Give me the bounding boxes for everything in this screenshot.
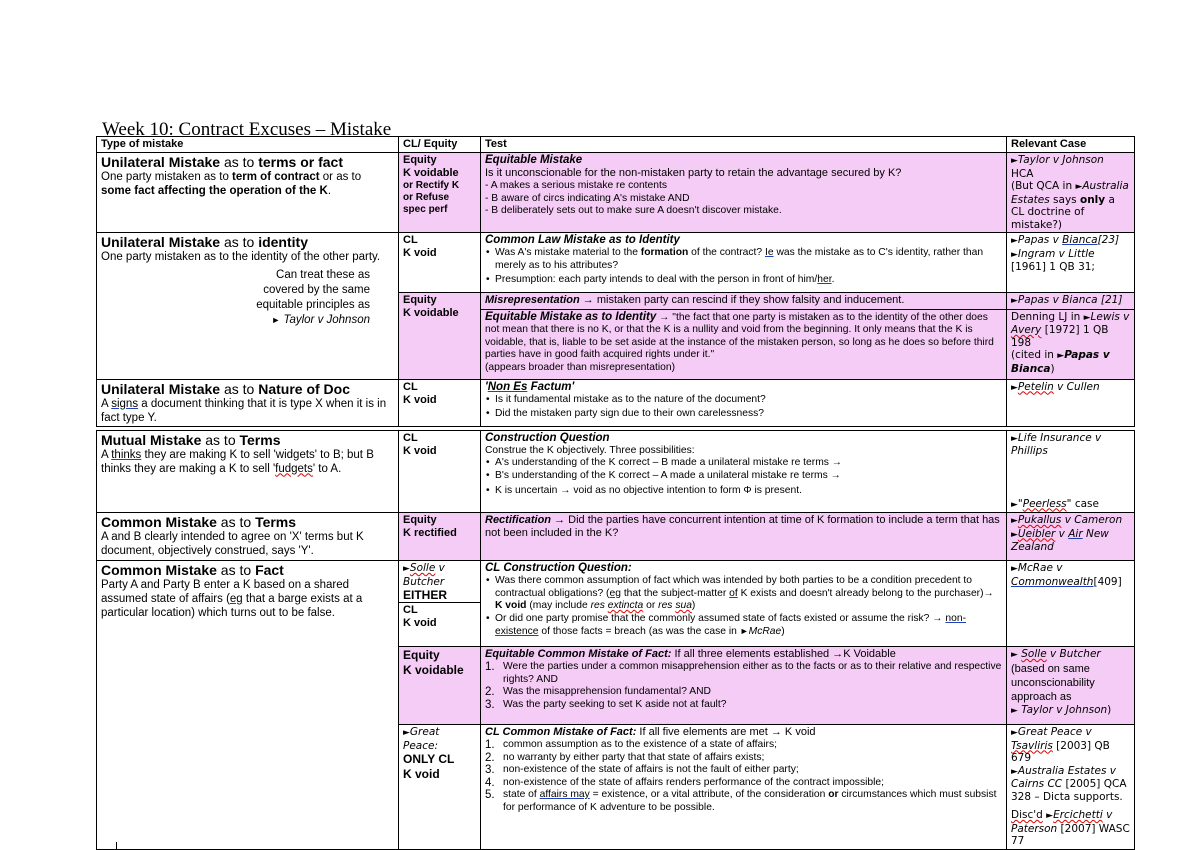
mistake-table-page [96, 136, 1130, 850]
triangle-icon: ► [403, 728, 410, 738]
case-cell [1007, 293, 1135, 310]
case-entry: ►Life Insurance v Phillips [1011, 431, 1102, 457]
triangle-icon: ► [1011, 499, 1018, 510]
case-cell [1007, 153, 1135, 233]
triangle-icon: ► [1057, 351, 1065, 361]
triangle-icon: ► [1011, 650, 1018, 660]
type-cell [97, 561, 399, 850]
case-cell [1007, 561, 1135, 647]
case-entry: ►Papas v Bianca [21] [1011, 294, 1123, 306]
list-item: 4. non-existence of the state of affairs renders performance of the contract impossible; [485, 776, 884, 789]
cl-case-note: ►Great Peace: [403, 726, 440, 752]
test-cell [481, 309, 1007, 379]
test-list [485, 457, 1002, 498]
case-entry: ►"Peerless" case [1011, 497, 1099, 510]
mistake-table [96, 136, 1135, 850]
triangle-icon: ► [1075, 182, 1083, 192]
case-entry: ►Taylor v Johnson [1011, 154, 1104, 166]
case-court: HCA [1011, 167, 1034, 180]
test-cell [481, 647, 1007, 725]
table-row [97, 561, 1135, 647]
type-cell [97, 379, 399, 426]
cl-equity-cell [399, 725, 481, 850]
cl-case-note: ►Solle v Butcher [403, 562, 445, 588]
list-item: 5. state of affairs may = existence, or a vital attribute, of the consideration or circumstances which must subsist for performance of K adventure to be possible. [485, 789, 997, 813]
test-heading: Equitable Mistake [485, 154, 583, 166]
triangle-icon: ► [1011, 296, 1018, 306]
cl-equity-label: CL K void [403, 604, 437, 629]
case-cell [1007, 430, 1135, 513]
test-cell [481, 153, 1007, 233]
type-heading: Unilateral Mistake as to Nature of Doc [101, 380, 350, 397]
case-note: (cited in ►Papas v Bianca) [1011, 349, 1110, 375]
type-cell [97, 153, 399, 233]
triangle-icon: ► [403, 564, 410, 574]
test-list [485, 661, 1002, 711]
table-row [97, 233, 1135, 293]
type-description: Party A and Party B enter a K based on a shared assumed state of affairs (eg that a barge exists at a particular location) which turns out to be false. [101, 579, 363, 619]
list-item: • Was A's mistake material to the formation of the contract? Ie was the mistake as to C's identity, rather than merely as to his attributes? [485, 247, 1002, 272]
test-cell [481, 725, 1007, 850]
cl-equity-label: CL K void [403, 234, 437, 259]
test-heading: Equitable Common Mistake of Fact: If all three elements established →K Voidable [485, 648, 896, 660]
test-body: Rectification → Did the parties have concurrent intention at time of K formation to include a term that has not been included in the K? [485, 514, 1000, 539]
test-heading: CL Construction Question: [485, 562, 632, 574]
cl-equity-cell [399, 293, 481, 380]
type-cell [97, 513, 399, 561]
case-entry: Disc'd ►Ercichetti v Paterson [2007] WASC 77 [1011, 809, 1130, 847]
triangle-icon: ► [1011, 728, 1018, 738]
case-cell [1007, 309, 1135, 379]
cl-equity-cell [399, 430, 481, 513]
case-entry: ►Ingram v Little [1011, 247, 1095, 260]
cl-equity-label: Equity K voidable or Rectify K or Refuse spec perf [403, 154, 460, 215]
page-edge-mark [116, 842, 117, 849]
type-description: One party mistaken as to the identity of the other party. [101, 251, 381, 263]
case-entry: ► Taylor v Johnson) [1011, 703, 1112, 716]
cl-equity-label: Equity K rectified [403, 514, 457, 539]
type-heading: Unilateral Mistake as to identity [101, 234, 308, 250]
test-heading: 'Non Es Factum' [485, 380, 575, 393]
list-item: • Presumption: each party intends to deal with the person in front of him/her. [485, 274, 1002, 287]
triangle-icon: ► [1083, 312, 1091, 323]
case-note: (But QCA in ►Australia Estates says only a CL doctrine of mistake?) [1011, 180, 1129, 231]
triangle-icon: ► [1011, 433, 1018, 444]
test-cell [481, 513, 1007, 561]
case-entry: ►Petelin v Cullen [1011, 380, 1100, 393]
triangle-icon: ► [1011, 516, 1018, 526]
type-cell [97, 233, 399, 380]
triangle-icon: ► [1011, 236, 1018, 246]
triangle-icon: ► [739, 626, 749, 636]
list-item: • Was there common assumption of fact which was intended by both parties to be a condition precedent to contractual obligations? (eg that the subject-matter of K exists and doesn't already belong to the purchaser)→ K void (may include res extincta or res sua) [485, 575, 1002, 613]
case-cell [1007, 233, 1135, 293]
header-type: Type of mistake [97, 137, 399, 153]
test-item: - B deliberately sets out to make sure A doesn't discover mistake. [485, 205, 782, 216]
cl-equity-label: CL K void [403, 431, 437, 457]
type-description: A and B clearly intended to agree on 'X' terms but K document, objectively construed, says 'Y'. [101, 531, 364, 557]
cl-equity-cell [399, 513, 481, 561]
type-heading: Common Mistake as to Terms [101, 514, 297, 530]
case-cell [1007, 725, 1135, 850]
list-item: • Or did one party promise that the commonly assumed state of facts existed or assume the risk? → non-existence of those facts = breach (as was the case in ►McRae) [485, 613, 1002, 639]
cl-equity-label: ONLY CL K void [403, 752, 455, 781]
test-heading: Construction Question [485, 431, 610, 444]
type-heading: Common Mistake as to Fact [101, 562, 284, 578]
test-item: - B aware of circs indicating A's mistake AND [485, 192, 690, 204]
case-entry: ►Great Peace v Tsavliris [2003] QB 679 [1011, 726, 1110, 764]
header-test: Test [481, 137, 1007, 153]
cl-equity-label: CL K void [403, 380, 437, 406]
table-row [97, 379, 1135, 426]
list-item: 2. no warranty by either party that that state of affairs exists; [485, 751, 765, 764]
type-note: Can treat these as covered by the same equitable principles as ► Taylor v Johnson [256, 269, 370, 326]
test-cell [481, 233, 1007, 293]
cl-equity-cell [399, 153, 481, 233]
triangle-icon: ► [1011, 156, 1018, 166]
case-entry: ►Papas v Bianca[23] [1011, 234, 1120, 246]
type-heading: Mutual Mistake as to Terms [101, 431, 281, 448]
table-row [97, 513, 1135, 561]
list-item: • B's understanding of the K correct – A made a unilateral mistake re terms → [485, 470, 1002, 483]
type-description: A signs a document thinking that it is type X when it is in fact type Y. [101, 397, 387, 424]
test-intro: Construe the K objectively. Three possibilities: [485, 444, 695, 456]
test-cell [481, 430, 1007, 513]
case-entry: Denning LJ in ►Lewis v Avery [1972] 1 QB 198 [1011, 310, 1130, 349]
list-item: 1. Were the parties under a common misapprehension either as to the facts or as to their relative and respective rights? AND [485, 661, 1002, 685]
test-question: Is it unconscionable for the non-mistaken party to retain the advantage secured by K? [485, 167, 902, 179]
case-entry: ► Solle v Butcher [1011, 648, 1101, 660]
type-heading: Unilateral Mistake as to terms or fact [101, 154, 344, 170]
triangle-icon: ► [1011, 382, 1018, 393]
list-item: • Is it fundamental mistake as to the nature of the document? [485, 394, 1002, 407]
test-heading: Misrepresentation → mistaken party can rescind if they show falsity and inducement. [485, 294, 905, 306]
list-item: • K is uncertain → void as no objective intention to form Φ is present. [485, 485, 1002, 498]
test-cell [481, 379, 1007, 426]
list-item: • Did the mistaken party sign due to their own carelessness? [485, 408, 1002, 421]
triangle-icon: ► [1011, 529, 1018, 540]
header-cl-equity: CL/ Equity [399, 137, 481, 153]
cl-either-label: EITHER [399, 589, 480, 603]
cl-equity-cell [399, 233, 481, 293]
list-item: • A's understanding of the K correct – B made a unilateral mistake re terms → [485, 457, 1002, 470]
case-cell [1007, 647, 1135, 725]
test-heading: Common Law Mistake as to Identity [485, 234, 680, 246]
list-item: 2. Was the misapprehension fundamental? AND [485, 686, 711, 698]
cl-equity-cell [399, 561, 481, 647]
test-cell [481, 561, 1007, 647]
triangle-icon: ► [1011, 705, 1018, 716]
type-cell [97, 430, 399, 513]
type-description: A thinks they are making K to sell 'widgets' to B; but B thinks they are making a K to sell 'fudgets' to A. [101, 448, 374, 475]
case-entry: ►Pukallus v Cameron [1011, 514, 1123, 526]
list-item: 3. non-existence of the state of affairs is not the fault of either party; [485, 764, 799, 776]
test-list [485, 575, 1002, 639]
triangle-icon: ► [1011, 766, 1018, 777]
case-citation: [1961] 1 QB 31; [1011, 261, 1095, 273]
test-body: Equitable Mistake as to Identity → "the fact that one party is mistaken as to the identity of the other does not mean that there is no K, or that the K is a nullity and void from the beginning. It only means that the K is voidable, that is, liable to be set aside at the instance of the mistaken person, so long as he does so before third parties have in good faith acquired rights under it." [485, 310, 994, 360]
document-title: Week 10: Contract Excuses – Mistake [102, 119, 392, 136]
test-item: - A makes a serious mistake re contents [485, 180, 667, 191]
triangle-icon: ► [1011, 564, 1018, 574]
case-entry: ►Ueibler v Air New Zealand [1011, 527, 1109, 553]
triangle-icon: ► [1011, 249, 1018, 260]
header-case: Relevant Case [1007, 137, 1135, 153]
table-row [97, 153, 1135, 233]
test-tail: (appears broader than misrepresentation) [485, 361, 676, 373]
triangle-icon: ► [1046, 811, 1054, 821]
type-description: One party mistaken as to term of contract or as to some fact affecting the operation of the K. [101, 171, 362, 197]
test-list [485, 247, 1002, 287]
test-cell [481, 293, 1007, 310]
case-note: (based on same unconscionability approach as [1011, 662, 1095, 703]
cl-equity-cell [399, 379, 481, 426]
cl-equity-cell [399, 647, 481, 725]
test-heading: CL Common Mistake of Fact: If all five elements are met → K void [485, 726, 816, 738]
table-header-row [97, 137, 1135, 153]
list-item: 3. Was the party seeking to set K aside not at fault? [485, 698, 727, 711]
cl-equity-label: Equity K voidable [403, 648, 464, 677]
triangle-icon: ► [271, 315, 281, 325]
case-entry: ►McRae v Commonwealth[409] [1011, 562, 1122, 588]
case-cell [1007, 513, 1135, 561]
test-list [485, 739, 1002, 814]
list-item: 1. common assumption as to the existence of a state of affairs; [485, 739, 777, 751]
test-list [485, 394, 1002, 421]
table-row [97, 430, 1135, 513]
case-cell [1007, 379, 1135, 426]
case-entry: ►Australia Estates v Cairns CC [2005] QCA 328 – Dicta supports. [1011, 764, 1127, 803]
cl-equity-label: Equity K voidable [403, 294, 459, 319]
